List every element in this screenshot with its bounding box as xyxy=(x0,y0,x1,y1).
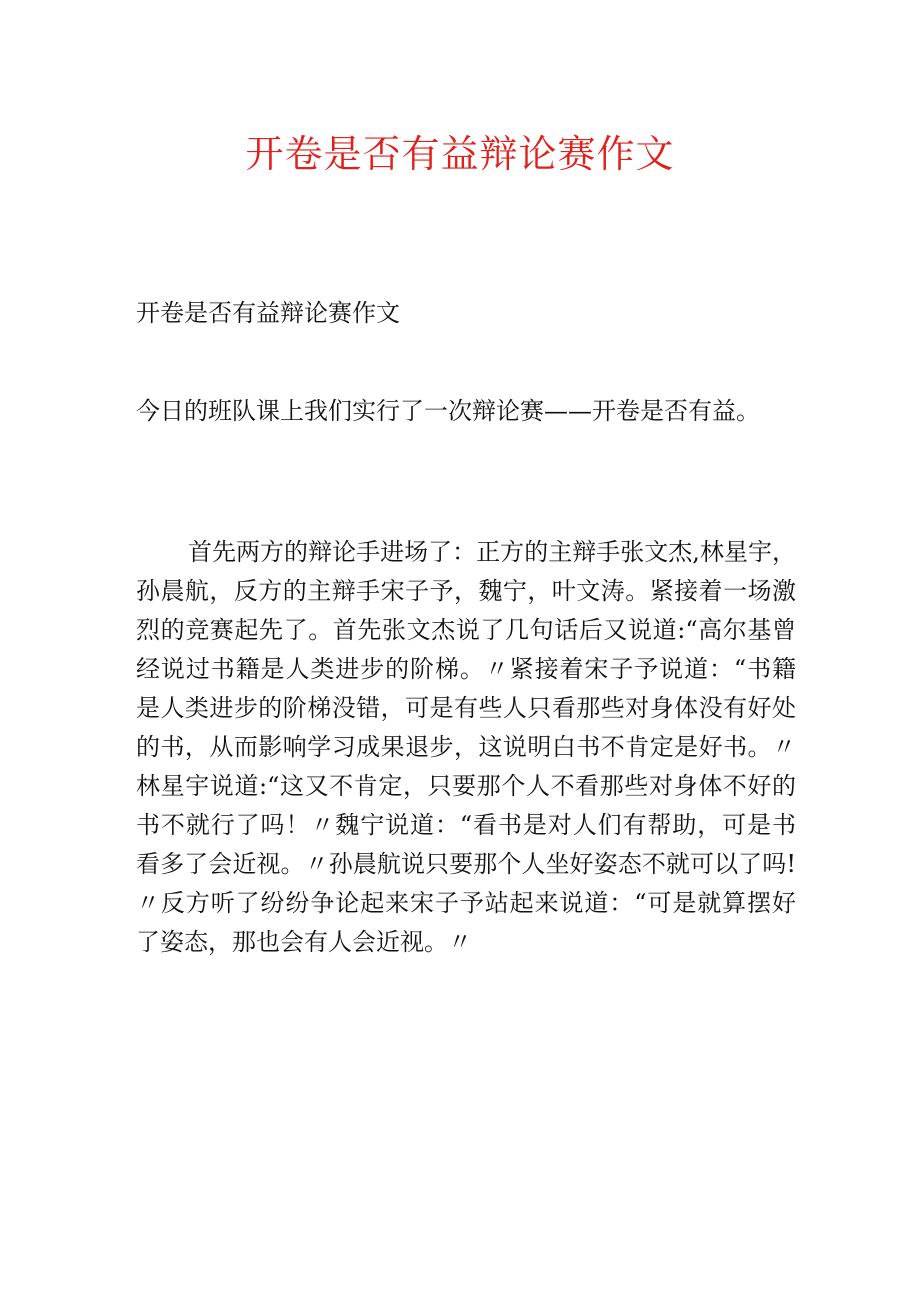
paragraph-intro: 今日的班队课上我们实行了一次辩论赛——开卷是否有益。 xyxy=(136,397,760,425)
document-title: 开卷是否有益辩论赛作文 xyxy=(245,132,675,176)
document-subtitle: 开卷是否有益辩论赛作文 xyxy=(136,299,400,327)
paragraph-debate: 首先两方的辩论手进场了：正方的主辩手张文杰,林星宇，孙晨航，反方的主辩手宋子予，魏宁，叶文涛。紧接着一场激烈的竞赛起先了。首先张文杰说了几句话后又说道:“高尔基曾经说过书籍是人类进步的阶梯。〃紧接着宋子予说道：“书籍是人类进步的阶梯没错，可是有些人只看那些对身体没有好处的书，从而影响学习成果退步，这说明白书不肯定是好书。〃林星宇说道:“这又不肯定，只要那个人不看那些对身体不好的书不就行了吗！〃魏宁说道：“看书是对人们有帮助，可是书看多了会近视。〃孙晨航说只要那个人坐好姿态不就可以了吗!〃反方听了纷纷争论起来宋子予站起来说道：“可是就算摆好了姿态，那也会有人会近视。〃 xyxy=(136,538,796,956)
